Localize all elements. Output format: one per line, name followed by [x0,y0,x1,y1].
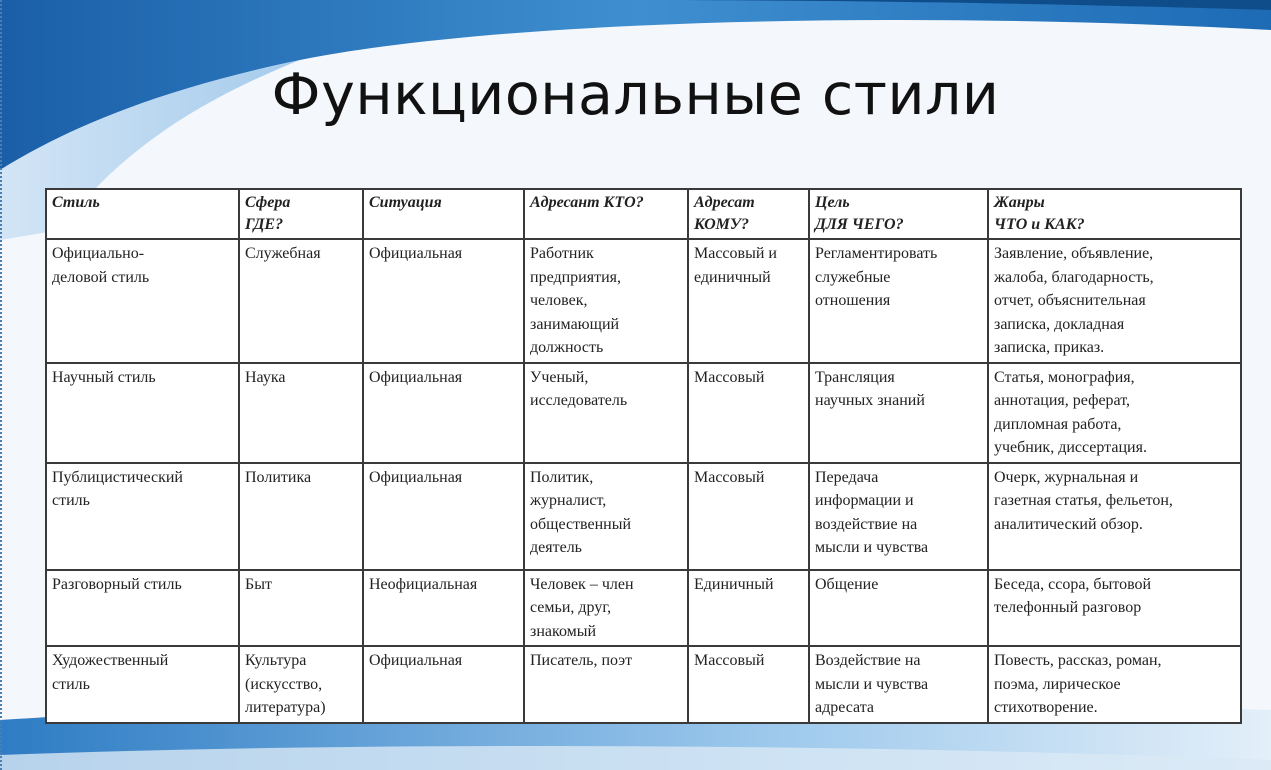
cell-style: Публицистический стиль [46,463,239,570]
cell-situation: Официальная [363,646,524,723]
cell-genres: Статья, монография, аннотация, реферат, дипломная работа, учебник, диссертация. [988,363,1241,463]
cell-goal: Передача информации и воздействие на мысли и чувства [809,463,988,570]
cell-goal: Общение [809,570,988,647]
table-row [46,463,1241,570]
header-style: Стиль [46,189,239,239]
cell-addresser: Человек – член семьи, друг, знакомый [524,570,688,647]
table-row [46,363,1241,463]
cell-genres: Заявление, объявление, жалоба, благодарность, отчет, объяснительная записка, докладная записка, приказ. [988,239,1241,363]
cell-style: Художественный стиль [46,646,239,723]
cell-sphere: Наука [239,363,363,463]
cell-situation: Неофициальная [363,570,524,647]
cell-addressee: Единичный [688,570,809,647]
cell-goal: Воздействие на мысли и чувства адресата [809,646,988,723]
cell-addresser: Писатель, поэт [524,646,688,723]
cell-situation: Официальная [363,239,524,363]
functional-styles-table [45,188,1242,724]
table-row [46,646,1241,723]
cell-addressee: Массовый и единичный [688,239,809,363]
header-genres: Жанры ЧТО и КАК? [988,189,1241,239]
table-header-row [46,189,1241,239]
cell-addresser: Работник предприятия, человек, занимающий должность [524,239,688,363]
cell-addressee: Массовый [688,363,809,463]
cell-addressee: Массовый [688,646,809,723]
cell-sphere: Быт [239,570,363,647]
cell-genres: Повесть, рассказ, роман, поэма, лирическое стихотворение. [988,646,1241,723]
cell-situation: Официальная [363,363,524,463]
cell-goal: Трансляция научных знаний [809,363,988,463]
cell-sphere: Служебная [239,239,363,363]
header-situation: Ситуация [363,189,524,239]
header-addressee: Адресат КОМУ? [688,189,809,239]
cell-sphere: Культура (искусство, литература) [239,646,363,723]
header-goal: Цель ДЛЯ ЧЕГО? [809,189,988,239]
cell-genres: Очерк, журнальная и газетная статья, фельетон, аналитический обзор. [988,463,1241,570]
cell-goal: Регламентировать служебные отношения [809,239,988,363]
header-addresser: Адресант КТО? [524,189,688,239]
cell-style: Научный стиль [46,363,239,463]
header-sphere: Сфера ГДЕ? [239,189,363,239]
cell-genres: Беседа, ссора, бытовой телефонный разговор [988,570,1241,647]
cell-addressee: Массовый [688,463,809,570]
cell-addresser: Политик, журналист, общественный деятель [524,463,688,570]
cell-situation: Официальная [363,463,524,570]
cell-style: Разговорный стиль [46,570,239,647]
table-row [46,239,1241,363]
cell-style: Официально- деловой стиль [46,239,239,363]
slide-title: Функциональные стили [271,62,1000,128]
cell-addresser: Ученый, исследователь [524,363,688,463]
table-row [46,570,1241,647]
cell-sphere: Политика [239,463,363,570]
